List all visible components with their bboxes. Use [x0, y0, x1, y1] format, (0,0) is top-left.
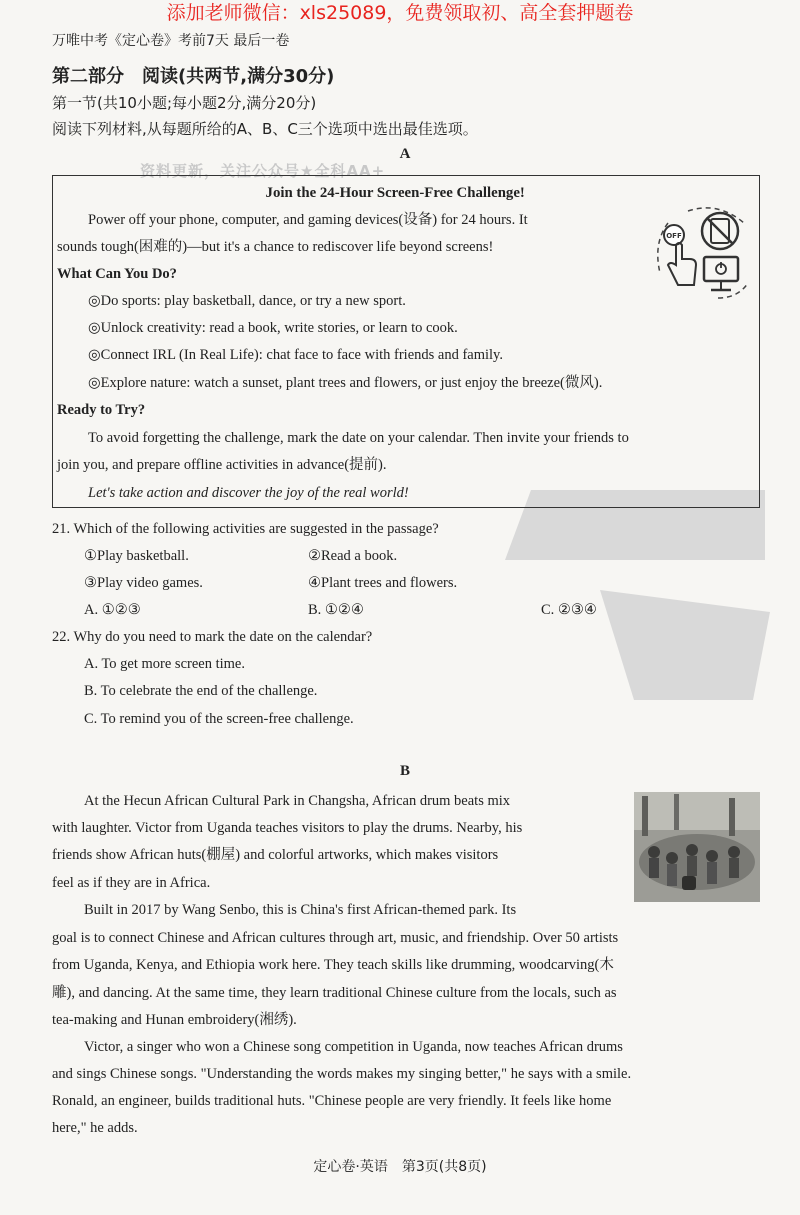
paragraph-line: here," he adds.: [52, 1120, 138, 1136]
paragraph-line: feel as if they are in Africa.: [52, 875, 211, 891]
statement-2: ②Read a book.: [308, 548, 398, 564]
passage-b-label: B: [399, 763, 410, 779]
paragraph-line: Ronald, an engineer, builds traditional huts. "Chinese people are very friendly. It feels like home: [52, 1093, 612, 1109]
question-21-stem: 21. Which of the following activities are suggested in the passage?: [52, 521, 439, 537]
closing-line: Let's take action and discover the joy of the real world!: [88, 485, 409, 501]
paragraph-line: join you, and prepare offline activities in advance(提前).: [57, 457, 387, 473]
section-heading: What Can You Do?: [57, 266, 177, 282]
no-phone-icon: [702, 213, 738, 249]
statement-1: ①Play basketball.: [84, 548, 189, 564]
paragraph-line: At the Hecun African Cultural Park in Changsha, African drum beats mix: [84, 793, 511, 809]
paragraph-line: with laughter. Victor from Uganda teaches visitors to play the drums. Nearby, his: [52, 820, 523, 836]
paragraph-line: from Uganda, Kenya, and Ethiopia work here. They teach skills like drumming, woodcarving(木: [52, 957, 614, 973]
monitor-icon: [704, 257, 738, 290]
background-shape: [600, 590, 770, 700]
screen-free-illustration: [648, 203, 752, 303]
watermark-text: 资料更新，关注公众号★全科AA+: [140, 162, 386, 180]
paragraph-line: goal is to connect Chinese and African cultures through art, music, and friendship. Over 50 artists: [52, 930, 619, 946]
question-22-stem: 22. Why do you need to mark the date on the calendar?: [52, 629, 373, 645]
section-heading: Ready to Try?: [57, 402, 146, 418]
option-b[interactable]: B. ①②④: [308, 602, 364, 618]
svg-text:OFF: OFF: [666, 232, 682, 240]
instructions: 阅读下列材料,从每题所给的A、B、C三个选项中选出最佳选项。: [52, 120, 478, 138]
power-button-icon: [664, 225, 684, 245]
paragraph-line: sounds tough(困难的)—but it's a chance to rediscover life beyond screens!: [57, 239, 494, 255]
option-c[interactable]: C. ②③④: [541, 602, 597, 618]
paragraph-line: Power off your phone, computer, and gaming devices(设备) for 24 hours. It: [88, 212, 528, 228]
passage-a-label: A: [399, 146, 411, 162]
option-b[interactable]: B. To celebrate the end of the challenge.: [84, 683, 318, 699]
paragraph-line: tea-making and Hunan embroidery(湘绣).: [52, 1012, 297, 1028]
option-a[interactable]: A. ①②③: [84, 602, 141, 618]
list-item: ◎Connect IRL (In Real Life): chat face to face with friends and family.: [88, 347, 503, 363]
section-title: 第一节(共10小题;每小题2分,满分20分): [52, 94, 317, 112]
paragraph-line: friends show African huts(棚屋) and colorful artworks, which makes visitors: [52, 847, 499, 863]
paragraph-line: Victor, a singer who won a Chinese song competition in Uganda, now teaches African drums: [84, 1039, 623, 1055]
passage-a-title: Join the 24-Hour Screen-Free Challenge!: [265, 185, 525, 201]
paragraph-line: and sings Chinese songs. "Understanding the words makes my singing better," he says with a smile.: [52, 1066, 632, 1082]
exam-header: 万唯中考《定心卷》考前7天 最后一卷: [52, 33, 290, 49]
page-footer: 定心卷·英语 第3页(共8页): [313, 1159, 487, 1175]
list-item: ◎Unlock creativity: read a book, write stories, or learn to cook.: [88, 320, 458, 336]
paragraph-line: 雕), and dancing. At the same time, they learn traditional Chinese culture from the locals, such as: [52, 985, 617, 1001]
list-item: ◎Explore nature: watch a sunset, plant trees and flowers, or just enjoy the breeze(微风).: [88, 375, 603, 391]
hand-icon: [668, 243, 696, 285]
paragraph-line: Built in 2017 by Wang Senbo, this is China's first African-themed park. Its: [84, 902, 517, 918]
option-c[interactable]: C. To remind you of the screen-free challenge.: [84, 711, 354, 727]
part-title: 第二部分 阅读(共两节,满分30分): [52, 66, 335, 87]
list-item: ◎Do sports: play basketball, dance, or try a new sport.: [88, 293, 406, 309]
promo-banner: 添加老师微信：xls25089，免费领取初、高全套押题卷: [166, 2, 634, 24]
option-a[interactable]: A. To get more screen time.: [84, 656, 245, 672]
statement-4: ④Plant trees and flowers.: [308, 575, 458, 591]
paragraph-line: To avoid forgetting the challenge, mark the date on your calendar. Then invite your friends to: [88, 430, 629, 446]
park-photo: [634, 792, 760, 902]
statement-3: ③Play video games.: [84, 575, 203, 591]
